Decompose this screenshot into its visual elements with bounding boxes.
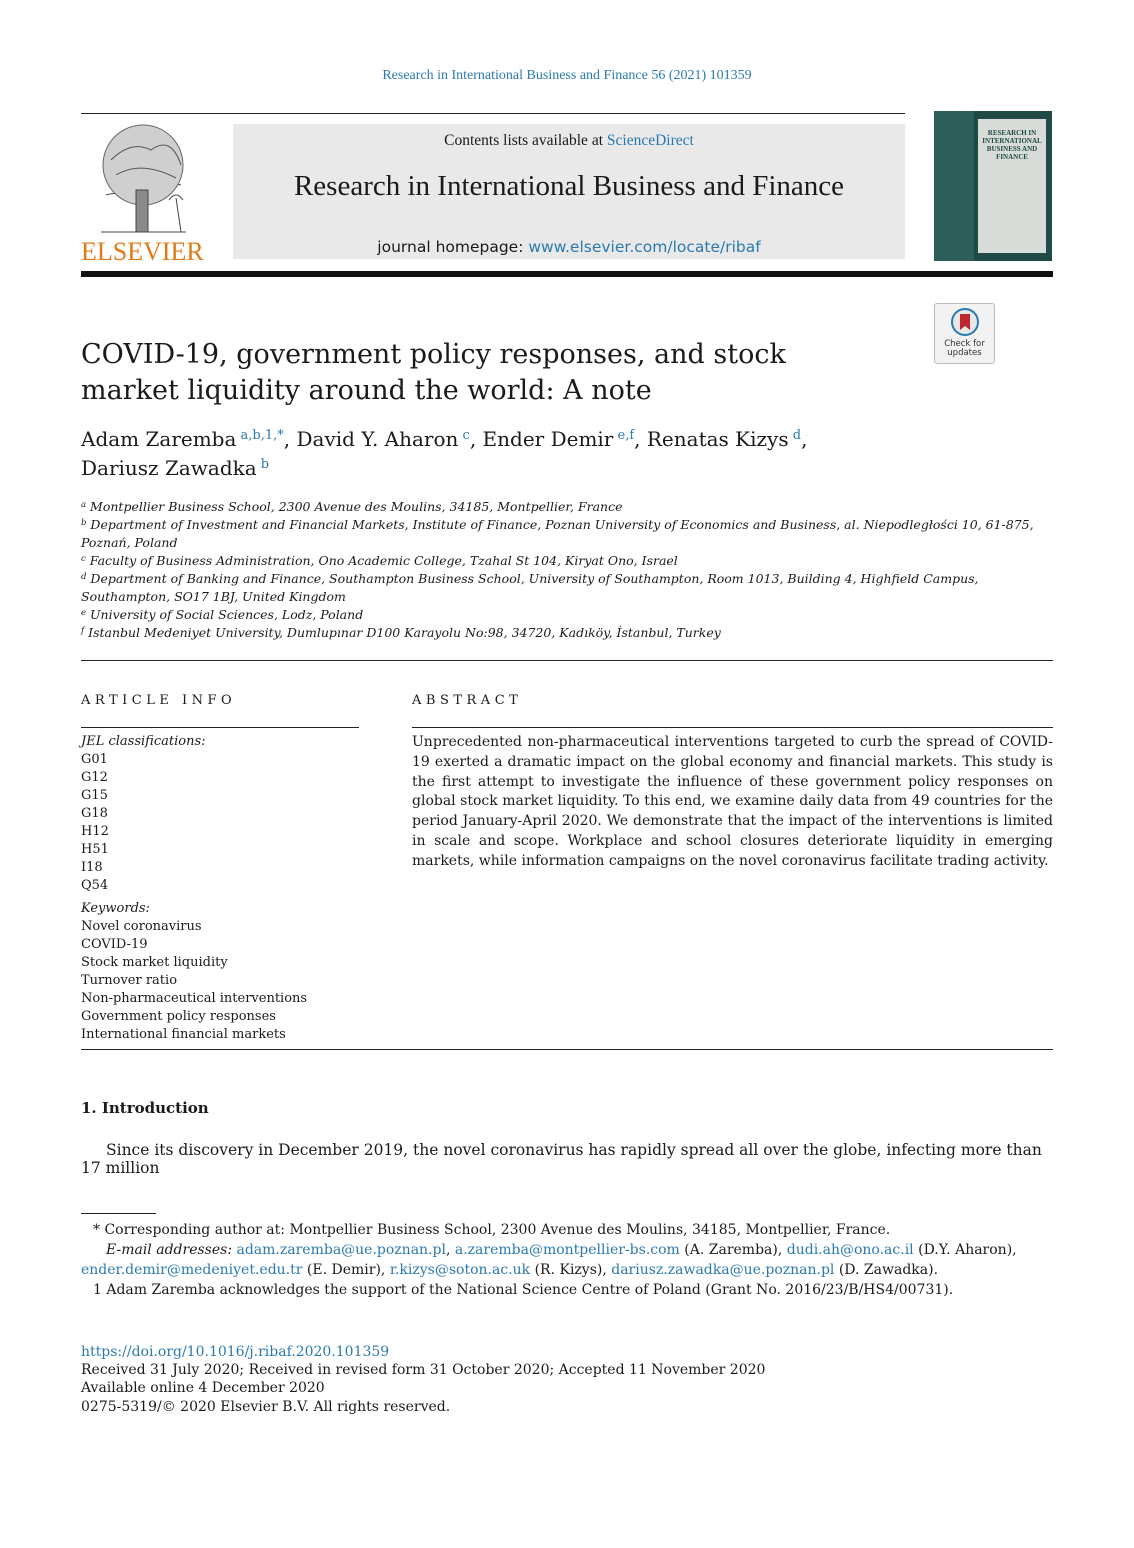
homepage-prefix: journal homepage: bbox=[377, 238, 529, 256]
keyword: International financial markets bbox=[81, 1027, 286, 1042]
affiliation-text: Istanbul Medeniyet University, Dumlupınar D100 Karayolu No:98, 34720, Kadıköy, İstanbul, Turkey bbox=[84, 625, 721, 640]
keyword: Turnover ratio bbox=[81, 973, 178, 988]
abstract-rule bbox=[412, 727, 1053, 728]
elsevier-tree-icon bbox=[81, 120, 206, 265]
email-addresses bbox=[81, 1240, 1053, 1280]
publication-meta bbox=[81, 1343, 1053, 1416]
available-online: Available online 4 December 2020 bbox=[81, 1380, 325, 1397]
email-owner: (R. Kizys), bbox=[530, 1262, 612, 1278]
footnote-rule bbox=[81, 1213, 156, 1214]
keyword: Non-pharmaceutical interventions bbox=[81, 991, 308, 1006]
affiliations bbox=[81, 498, 1053, 642]
author-affiliation-marks[interactable]: d bbox=[788, 428, 802, 443]
affiliation-key: e bbox=[81, 608, 87, 618]
author-affiliation-marks[interactable]: c bbox=[458, 428, 470, 443]
article-title: COVID-19, government policy responses, and stock market liquidity around the world: A note bbox=[81, 339, 786, 406]
affiliation-text: Montpellier Business School, 2300 Avenue des Moulins, 34185, Montpellier, France bbox=[86, 499, 623, 514]
email-link[interactable]: r.kizys@soton.ac.uk bbox=[389, 1262, 531, 1278]
journal-title: Research in International Business and Finance bbox=[293, 170, 845, 202]
email-label: E-mail addresses: bbox=[106, 1242, 237, 1258]
affiliation-key: d bbox=[81, 572, 87, 582]
affiliation-key: f bbox=[81, 626, 85, 636]
email-owner: (A. Zaremba), bbox=[679, 1242, 787, 1258]
introduction-text: Since its discovery in December 2019, the novel coronavirus has rapidly spread all over the globe, infecting more than 17 million bbox=[81, 1141, 1042, 1177]
author-name: David Y. Aharon bbox=[296, 427, 459, 451]
affiliation-key: a bbox=[81, 500, 87, 510]
author-affiliation-marks[interactable]: a,b,1,* bbox=[236, 428, 284, 443]
author-separator: , bbox=[634, 427, 647, 451]
journal-masthead bbox=[233, 124, 905, 259]
article-info-rule bbox=[81, 727, 359, 728]
author-name: Renatas Kizys bbox=[646, 427, 789, 451]
author-name: Ender Demir bbox=[482, 427, 614, 451]
copyright: 0275-5319/© 2020 Elsevier B.V. All rights reserved. bbox=[81, 1398, 451, 1415]
jel-label: JEL classifications: bbox=[81, 734, 206, 749]
elsevier-logo bbox=[81, 120, 206, 265]
header-thick-rule bbox=[81, 271, 1053, 277]
affiliation-key: c bbox=[81, 554, 86, 564]
author-name: Adam Zaremba bbox=[81, 427, 237, 451]
affiliation-item bbox=[81, 570, 1053, 606]
bookmark-icon bbox=[950, 307, 980, 337]
section-rule bbox=[81, 660, 1053, 661]
jel-code: Q54 bbox=[81, 878, 109, 893]
article-info-list bbox=[81, 733, 361, 1044]
keywords-label: Keywords: bbox=[81, 901, 150, 916]
affiliation-item bbox=[81, 498, 1053, 516]
affiliation-item bbox=[81, 552, 1053, 570]
affiliation-item bbox=[81, 624, 1053, 642]
introduction-heading: 1. Introduction bbox=[81, 1099, 209, 1117]
affiliation-text: Department of Investment and Financial Markets, Institute of Finance, Poznan University of Economics and Business, al. Niepodległości 10, 61-875, Poznań, Poland bbox=[81, 517, 1034, 550]
journal-cover bbox=[934, 111, 1052, 261]
header-rule bbox=[81, 113, 905, 114]
cover-title: RESEARCH IN INTERNATIONAL BUSINESS AND FINANCE bbox=[982, 129, 1042, 161]
jel-list bbox=[81, 751, 361, 895]
affiliation-text: Department of Banking and Finance, Southampton Business School, University of Southampton, Room 1013, Building 4, Highfield Campus, Southampton, SO17 1BJ, United Kingdom bbox=[81, 571, 979, 604]
jel-code: G18 bbox=[81, 806, 108, 821]
email-link[interactable]: dudi.ah@ono.ac.il bbox=[786, 1242, 914, 1258]
email-link[interactable]: adam.zaremba@ue.poznan.pl bbox=[236, 1242, 446, 1258]
elsevier-wordmark: ELSEVIER bbox=[81, 237, 204, 265]
funding-note: 1 Adam Zaremba acknowledges the support of the National Science Centre of Poland (Grant No. 2016/23/B/HS4/00731). bbox=[93, 1282, 954, 1298]
author-name: Dariusz Zawadka bbox=[81, 456, 257, 480]
abstract-text: Unprecedented non-pharmaceutical interventions targeted to curb the spread of COVID-19 exerted a dramatic impact on the global economy and financial markets. This study is the first attempt to investigate the influence of these government policy responses on global stock market liquidity. To this end, we examine daily data from 49 countries for the period January-April 2020. We demonstrate that the impact of the interventions is limited in scale and scope. Workplace and school closures deteriorate liquidity in emerging markets, while information campaigns on the novel coronavirus facilitate trading activity. bbox=[412, 734, 1053, 869]
check-for-updates-badge[interactable] bbox=[934, 303, 995, 364]
article-info-heading: ARTICLE INFO bbox=[81, 693, 237, 708]
homepage-line bbox=[233, 238, 905, 256]
email-owner: , bbox=[445, 1242, 455, 1258]
affiliation-text: Faculty of Business Administration, Ono Academic College, Tzahal St 104, Kiryat Ono, Israel bbox=[85, 553, 678, 568]
author-separator: , bbox=[283, 427, 297, 451]
received-dates: Received 31 July 2020; Received in revised form 31 October 2020; Accepted 11 November 2020 bbox=[81, 1362, 766, 1379]
keyword: COVID-19 bbox=[81, 937, 148, 952]
jel-code: I18 bbox=[81, 860, 103, 875]
check-for-updates-label: Check for updates bbox=[944, 339, 985, 358]
affiliation-item bbox=[81, 516, 1053, 552]
keyword: Novel coronavirus bbox=[81, 919, 202, 934]
affiliation-text: University of Social Sciences, Lodz, Poland bbox=[86, 607, 364, 622]
email-link[interactable]: a.zaremba@montpellier-bs.com bbox=[454, 1242, 680, 1258]
email-owner: (D. Zawadka). bbox=[834, 1262, 939, 1278]
corresponding-author-note: * Corresponding author at: Montpellier Business School, 2300 Avenue des Moulins, 34185, Montpellier, France. bbox=[93, 1222, 891, 1238]
jel-code: H51 bbox=[81, 842, 109, 857]
jel-code: G12 bbox=[81, 770, 108, 785]
journal-reference[interactable]: Research in International Business and Finance 56 (2021) 101359 bbox=[382, 68, 752, 83]
affiliation-item bbox=[81, 606, 1053, 624]
email-link[interactable]: dariusz.zawadka@ue.poznan.pl bbox=[611, 1262, 835, 1278]
abstract-heading: ABSTRACT bbox=[412, 693, 523, 708]
doi-link[interactable]: https://doi.org/10.1016/j.ribaf.2020.101359 bbox=[81, 1344, 390, 1360]
email-owner: (E. Demir), bbox=[302, 1262, 390, 1278]
author-separator: , bbox=[469, 427, 483, 451]
cover-spine bbox=[934, 111, 974, 261]
contents-line bbox=[233, 132, 905, 150]
cover-panel bbox=[978, 119, 1046, 253]
jel-code: G01 bbox=[81, 752, 108, 767]
jel-code: G15 bbox=[81, 788, 108, 803]
keyword: Government policy responses bbox=[81, 1009, 276, 1024]
contents-prefix: Contents lists available at bbox=[444, 132, 607, 149]
keyword: Stock market liquidity bbox=[81, 955, 228, 970]
email-link[interactable]: ender.demir@medeniyet.edu.tr bbox=[81, 1262, 303, 1278]
author-list bbox=[81, 425, 981, 483]
author-separator: , bbox=[801, 427, 808, 451]
jel-code: H12 bbox=[81, 824, 109, 839]
author-affiliation-marks[interactable]: e,f bbox=[613, 428, 635, 443]
email-owner: (D.Y. Aharon), bbox=[913, 1242, 1017, 1258]
author-affiliation-marks[interactable]: b bbox=[256, 457, 270, 472]
footnotes bbox=[81, 1220, 1053, 1300]
section-rule-bottom bbox=[81, 1049, 1053, 1050]
sciencedirect-link[interactable]: ScienceDirect bbox=[606, 132, 694, 149]
affiliation-key: b bbox=[81, 518, 87, 528]
keywords-list bbox=[81, 918, 361, 1044]
homepage-link[interactable]: www.elsevier.com/locate/ribaf bbox=[528, 238, 761, 256]
